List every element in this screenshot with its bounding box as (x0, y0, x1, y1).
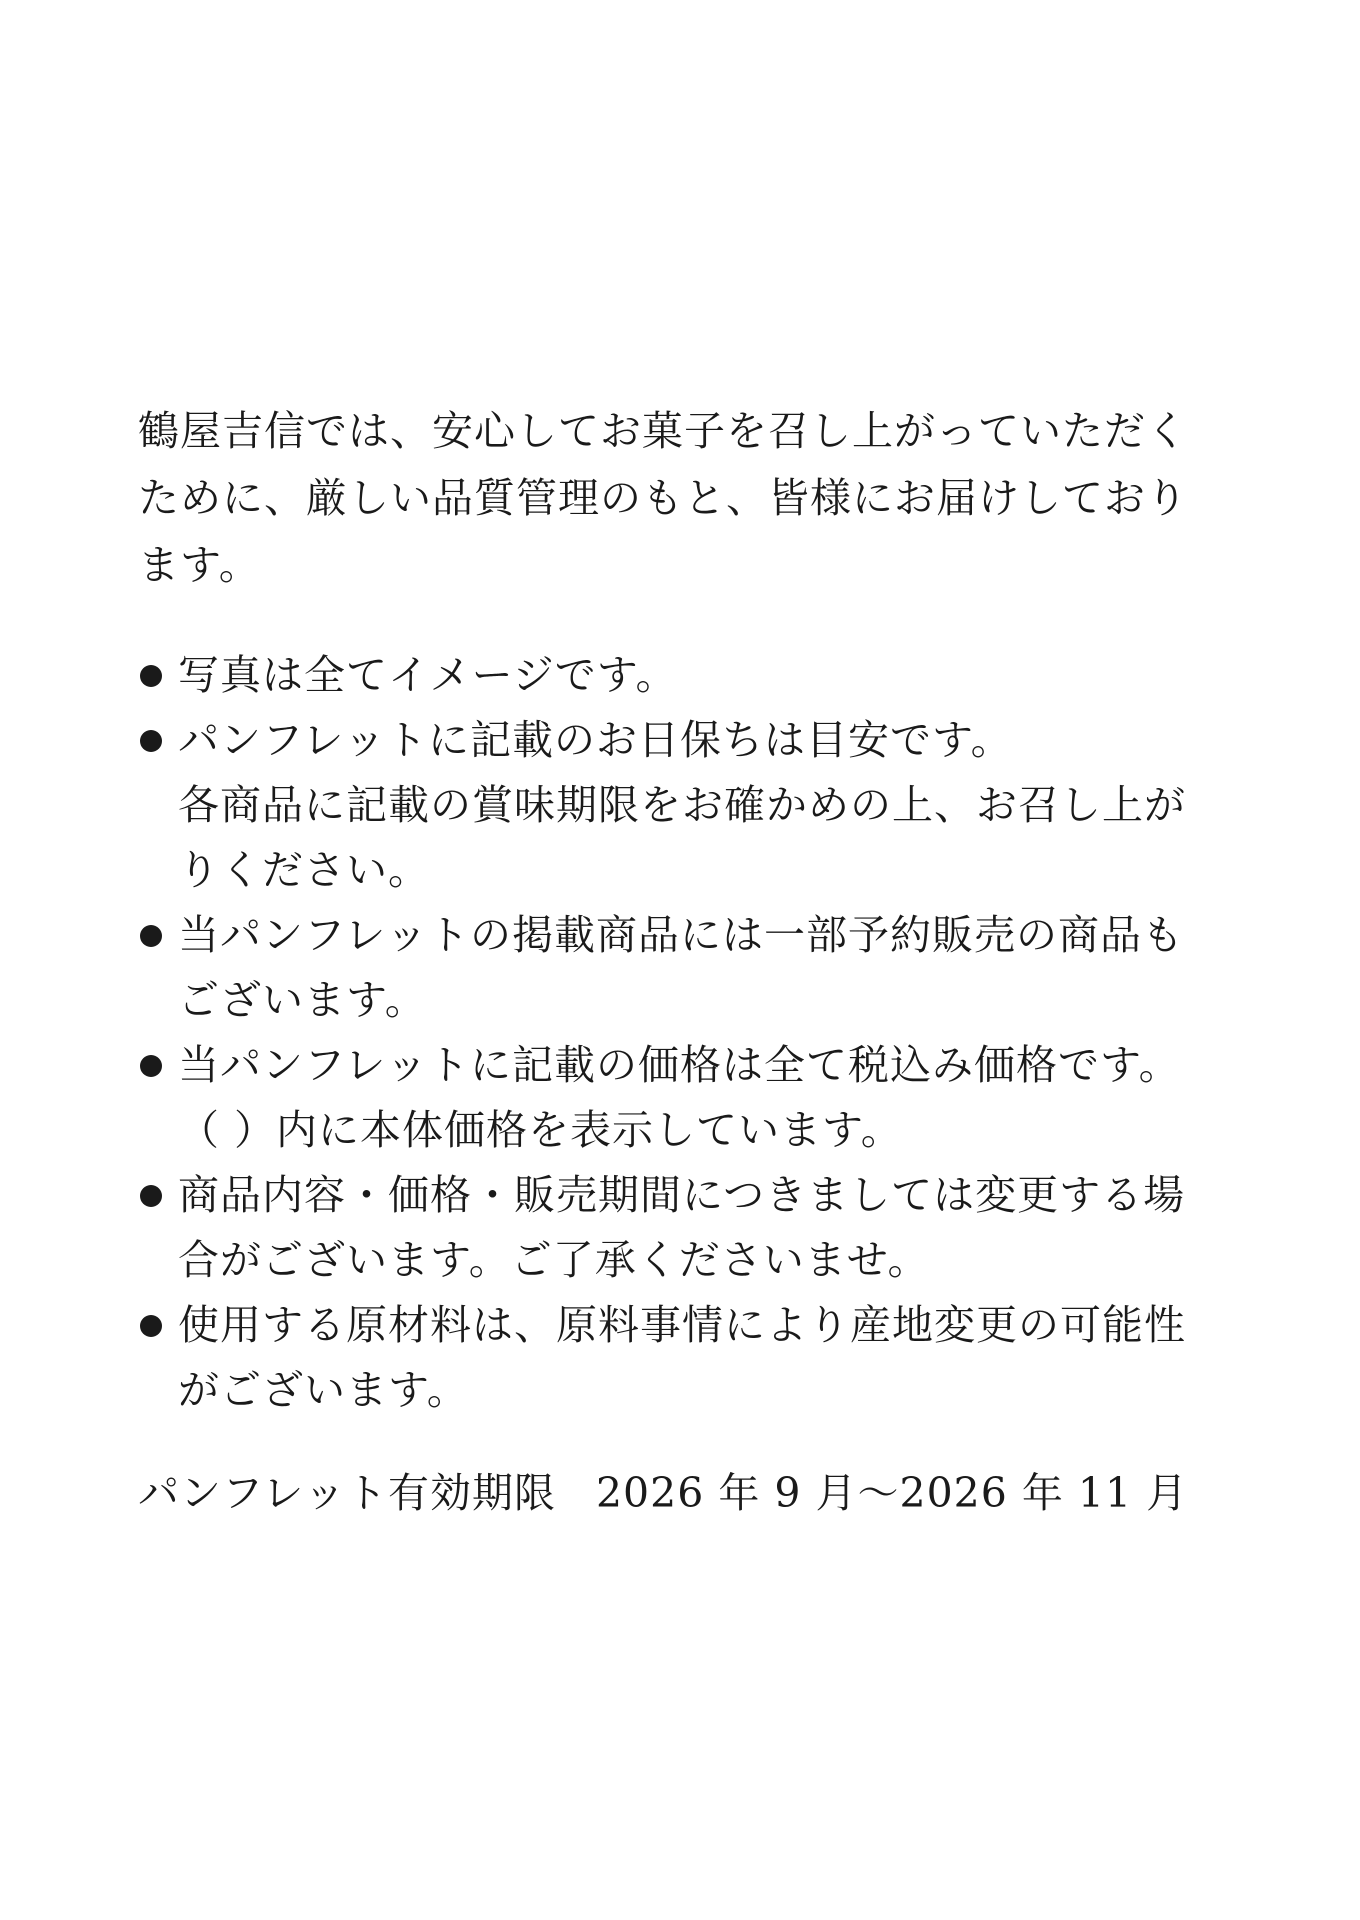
validity-dates: 2026 年 9 月～2026 年 11 月 (595, 1469, 1189, 1517)
note-line: がございます。 (178, 1366, 469, 1414)
note-line: 写真は全てイメージです。 (178, 651, 678, 699)
note-line: 合がございます。ご了承くださいませ。 (178, 1236, 930, 1284)
note-item (138, 1033, 1248, 1163)
note-item (138, 1163, 1248, 1293)
note-line: （ ）内に本体価格を表示しています。 (178, 1106, 903, 1154)
bullet-icon (140, 665, 162, 687)
notes-list (138, 643, 1248, 1423)
bullet-icon (140, 1315, 162, 1337)
intro-paragraph (138, 398, 1238, 599)
validity-period (138, 1463, 1238, 1523)
note-item (138, 1293, 1248, 1423)
bullet-icon (140, 1185, 162, 1207)
note-line: パンフレットに記載のお日保ちは目安です。 (178, 716, 1013, 764)
note-line: りください。 (178, 846, 430, 894)
note-item (138, 708, 1248, 903)
note-line: 商品内容・価格・販売期間につきましては変更する場 (178, 1171, 1186, 1219)
note-line: 当パンフレットの掲載商品には一部予約販売の商品も (178, 911, 1184, 959)
bullet-icon (140, 925, 162, 947)
note-line: ございます。 (178, 976, 427, 1024)
intro-line: 鶴屋吉信では、安心してお菓子を召し上がっていただく (138, 407, 1188, 455)
validity-label: パンフレット有効期限 (138, 1469, 556, 1517)
intro-line: ために、厳しい品質管理のもと、皆様にお届けしており (138, 474, 1188, 522)
note-item (138, 903, 1248, 1033)
bullet-icon (140, 730, 162, 752)
note-item (138, 643, 1248, 708)
bullet-icon (140, 1055, 162, 1077)
note-line: 使用する原材料は、原料事情により産地変更の可能性 (178, 1301, 1186, 1349)
note-line: 当パンフレットに記載の価格は全て税込み価格です。 (178, 1041, 1181, 1089)
intro-line: ます。 (138, 541, 261, 589)
note-line: 各商品に記載の賞味期限をお確かめの上、お召し上が (178, 781, 1186, 829)
